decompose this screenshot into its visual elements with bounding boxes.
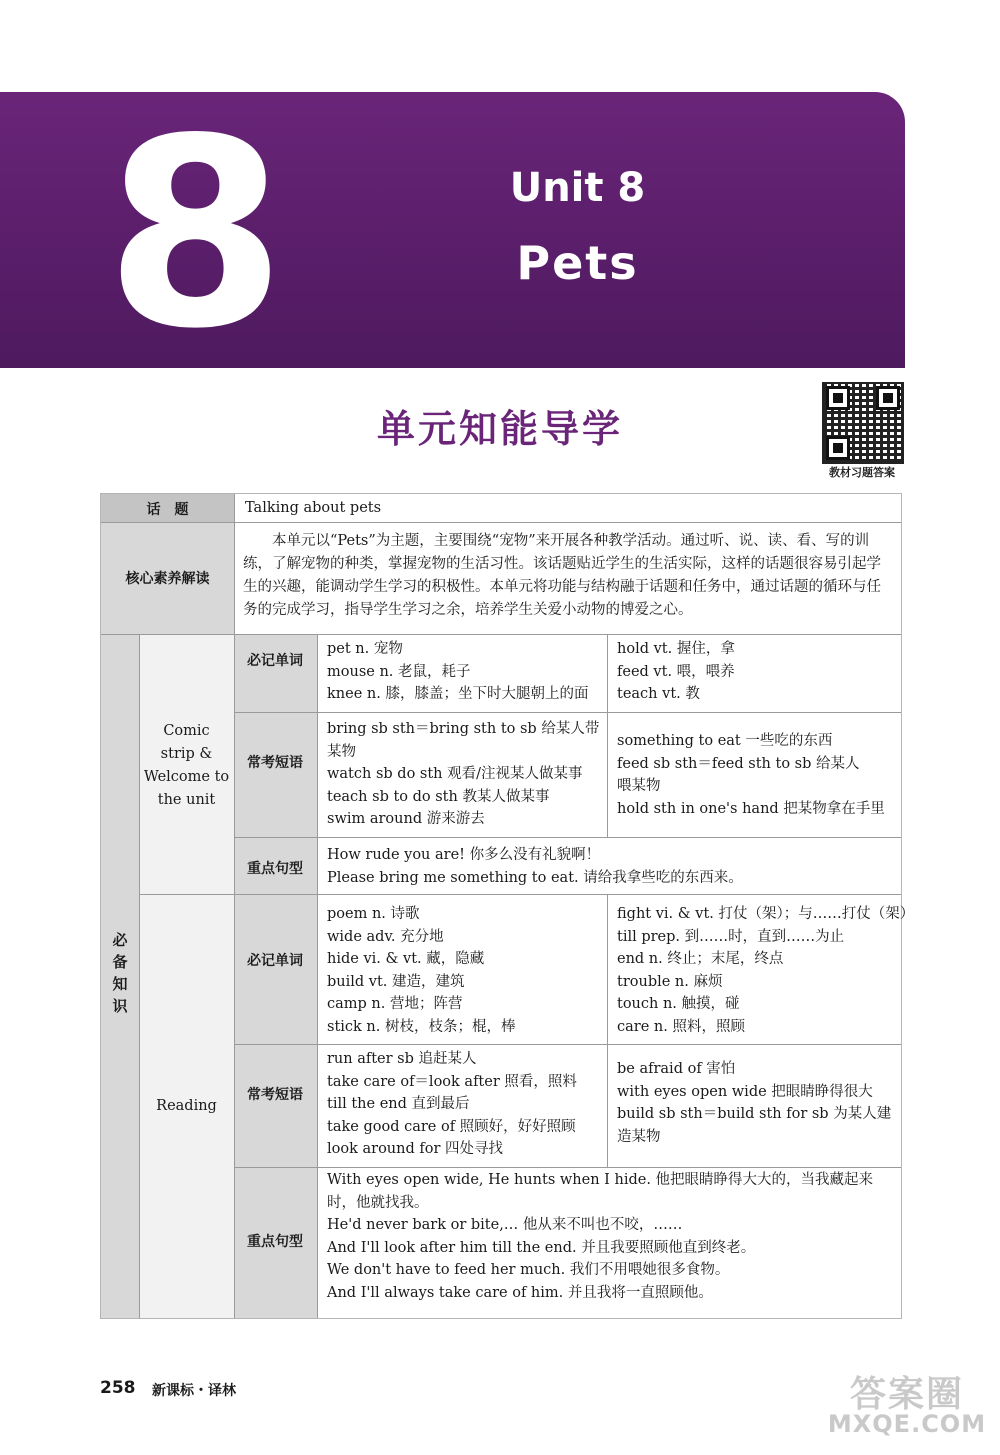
knowledge-table — [100, 493, 915, 1319]
core-label: 核心素养解读 — [125, 571, 210, 587]
sentences-label: 重点句型 — [247, 861, 303, 877]
qr-finder — [826, 436, 850, 460]
words-list-right: fight vi. & vt. 打仗（架）；与……打仗（架） till prep. 到……时，直到……为止 end n. 终止；末尾，终点 trouble n. 麻烦 touch n. 触摸，碰 care n. 照料，照顾 — [617, 906, 915, 1035]
section-heading: 单元知能导学 — [376, 407, 623, 451]
topic-value: Talking about pets — [245, 500, 382, 516]
section-name-comic: Comic strip & Welcome to the unit — [143, 723, 230, 808]
words-label: 必记单词 — [247, 653, 303, 669]
phrases-label: 常考短语 — [247, 755, 303, 771]
qr-caption: 教材习题答案 — [829, 466, 895, 479]
category-label-cells — [234, 634, 317, 1318]
words-label: 必记单词 — [247, 953, 303, 969]
phrases-list-right: something to eat 一些吃的东西 feed sb sth＝feed sth to sb 给某人 喂某物 hold sth in one's hand 把某物拿在手里 — [617, 733, 885, 817]
phrases-list-left: bring sb sth＝bring sth to sb 给某人带 某物 watch sb do sth 观看/注视某人做某事 teach sb to do sth 教某人做某事 swim around 游来游去 — [327, 721, 600, 828]
unit-label: Unit 8 — [509, 165, 646, 211]
phrases-list-right: be afraid of 害怕 with eyes open wide 把眼睛睁得很大 build sb sth＝build sth for sb 为某人建 造某物 — [617, 1061, 892, 1145]
words-list-left: pet n. 宠物 mouse n. 老鼠，耗子 knee n. 膝，膝盖；坐下时大腿朝上的面 — [327, 641, 589, 703]
unit-number: 8 — [105, 84, 286, 386]
words-list-left: poem n. 诗歌 wide adv. 充分地 hide vi. & vt. 藏，隐藏 build vt. 建造，建筑 camp n. 营地；阵营 stick n. 树枝，枝条；棍，棒 — [327, 906, 516, 1035]
phrases-label: 常考短语 — [247, 1087, 303, 1103]
book-series: 新课标・译林 — [152, 1383, 236, 1399]
unit-title: Pets — [516, 236, 639, 290]
qr-finder — [876, 386, 900, 410]
page-number: 258 — [100, 1378, 136, 1398]
sentences-list: With eyes open wide, He hunts when I hide. 他把眼睛睁得大大的，当我藏起来 时，他就找我。 He'd never bark or bite,… 他从来不叫也不咬，…… And I'll look after him till the end. 并且我要照顾他直到终老。 We don't have to feed her much. 我们不用喂她很多食物。 And I'll always take care of him. 并且我将一直照顾他。 — [327, 1172, 874, 1301]
qr-code-icon[interactable] — [822, 382, 904, 464]
topic-label: 话 题 — [146, 502, 189, 518]
words-list-right: hold vt. 握住，拿 feed vt. 喂，喂养 teach vt. 教 — [617, 641, 735, 703]
sentences-list: How rude you are! 你多么没有礼貌啊！ Please bring me something to eat. 请给我拿些吃的东西来。 — [327, 847, 743, 886]
core-paragraph: 本单元以“Pets”为主题，主要围绕“宠物”来开展各种教学活动。通过听、说、读、看、写的训练，了解宠物的种类，掌握宠物的生活习性。该话题贴近学生的生活实际，这样的话题很容易引起学生的兴趣，能调动学生学习的积极性。本单元将功能与结构融于话题和任务中，通过话题的循环与任务的完成学习，指导学生学习之余，培养学生关爱小动物的博爱之心。 — [243, 533, 881, 618]
sentences-label: 重点句型 — [247, 1234, 303, 1250]
knowledge-label: 必备知识 — [112, 931, 128, 1015]
watermark-logo: 答案圈 — [849, 1374, 964, 1415]
qr-finder — [826, 386, 850, 410]
section-name-reading: Reading — [156, 1098, 217, 1114]
phrases-list-left: run after sb 追赶某人 take care of＝look after 照看，照料 till the end 直到最后 take good care of 照顾好，好好照顾 look around for 四处寻找 — [327, 1051, 577, 1158]
watermark-site: MXQE.COM — [827, 1410, 987, 1438]
